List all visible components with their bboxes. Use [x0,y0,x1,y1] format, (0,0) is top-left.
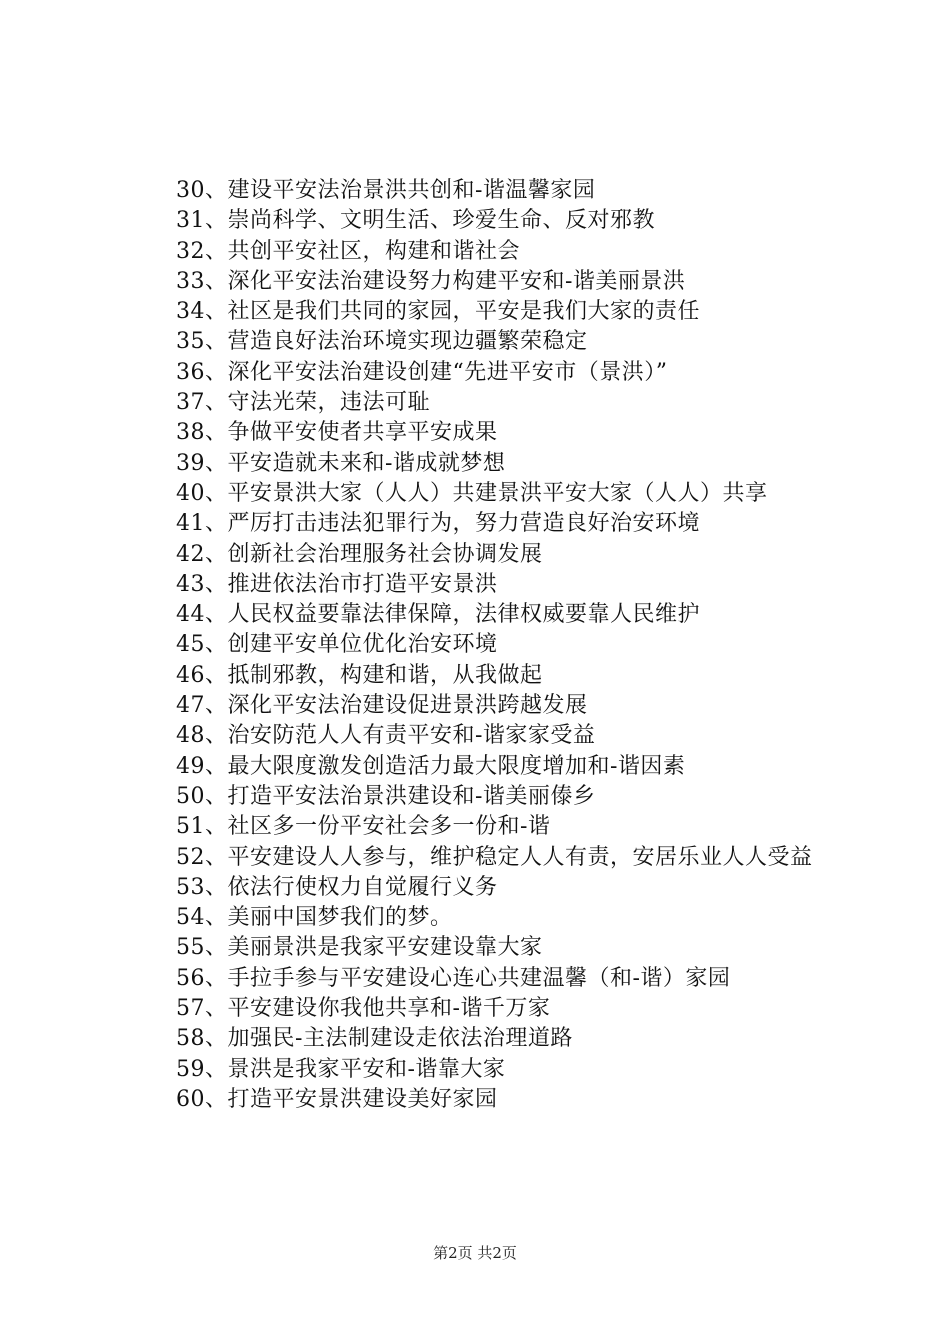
list-item: 57、平安建设你我他共享和-谐千万家 [176,996,551,1022]
list-item: 58、加强民-主法制建设走依法治理道路 [176,1026,573,1052]
list-item: 37、守法光荣，违法可耻 [176,390,430,416]
list-item: 55、美丽景洪是我家平安建设靠大家 [176,935,543,961]
list-item: 38、争做平安使者共享平安成果 [176,420,498,446]
list-item: 46、抵制邪教，构建和谐，从我做起 [176,662,543,688]
list-item: 54、美丽中国梦我们的梦。 [176,905,453,931]
list-item: 33、深化平安法治建设努力构建平安和-谐美丽景洪 [176,268,686,294]
list-item: 53、依法行使权力自觉履行义务 [176,874,498,900]
list-item: 50、打造平安法治景洪建设和-谐美丽傣乡 [176,783,596,809]
list-item: 43、推进依法治市打造平安景洪 [176,571,498,597]
list-item: 52、平安建设人人参与，维护稳定人人有责，安居乐业人人受益 [176,844,813,870]
list-item: 32、共创平安社区，构建和谐社会 [176,238,520,264]
list-item: 60、打造平安景洪建设美好家园 [176,1086,498,1112]
list-item: 40、平安景洪大家（人人）共建景洪平安大家（人人）共享 [176,480,768,506]
list-item: 35、营造良好法治环境实现边疆繁荣稳定 [176,329,588,355]
list-item: 31、崇尚科学、文明生活、珍爱生命、反对邪教 [176,208,655,234]
list-item: 45、创建平安单位优化治安环境 [176,632,498,658]
list-item: 30、建设平安法治景洪共创和-谐温馨家园 [176,178,596,203]
list-item: 36、深化平安法治建设创建“先进平安市（景洪）” [176,359,668,385]
list-item: 42、创新社会治理服务社会协调发展 [176,541,543,567]
list-item: 48、治安防范人人有责平安和-谐家家受益 [176,723,596,749]
list-item: 49、最大限度激发创造活力最大限度增加和-谐因素 [176,753,686,779]
slogan-list [128,176,833,1115]
list-item: 44、人民权益要靠法律保障，法律权威要靠人民维护 [176,602,700,628]
list-item: 39、平安造就未来和-谐成就梦想 [176,450,506,476]
list-item: 47、深化平安法治建设促进景洪跨越发展 [176,693,588,719]
page-footer: 第2页 共2页 [433,1244,517,1262]
list-item: 51、社区多一份平安社会多一份和-谐 [176,814,551,840]
list-item: 59、景洪是我家平安和-谐靠大家 [176,1056,506,1082]
list-item: 56、手拉手参与平安建设心连心共建温馨（和-谐）家园 [176,965,731,991]
list-item: 34、社区是我们共同的家园，平安是我们大家的责任 [176,299,700,325]
list-item: 41、严厉打击违法犯罪行为，努力营造良好治安环境 [176,511,700,537]
